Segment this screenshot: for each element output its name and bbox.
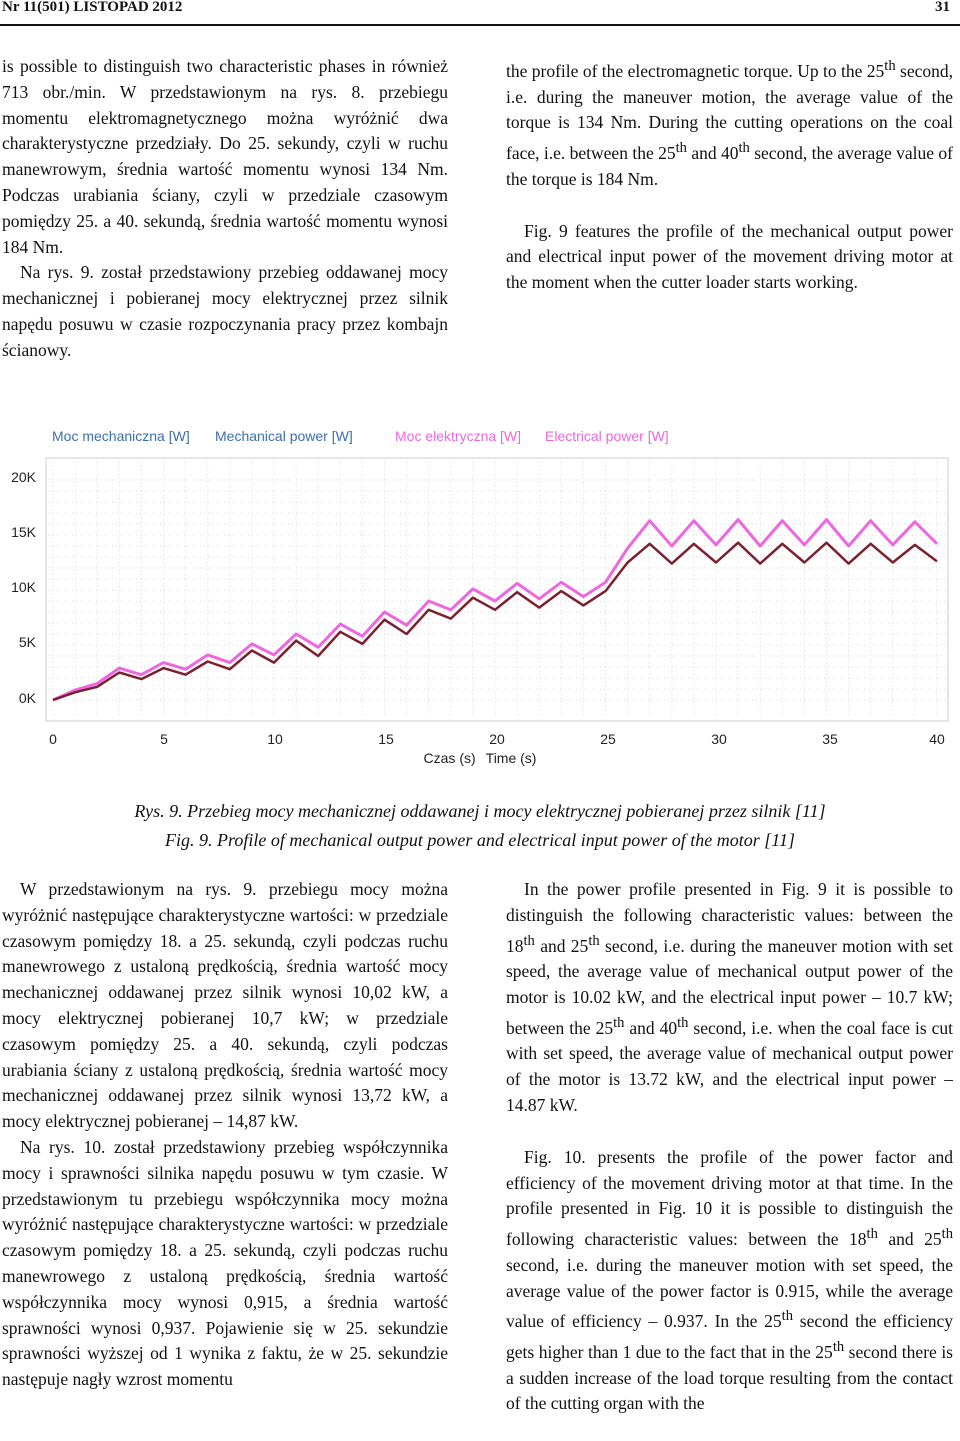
x-tick-label: 20 [489, 731, 505, 747]
x-tick-label: 40 [929, 731, 945, 747]
x-tick-label: 15 [378, 731, 394, 747]
x-tick-label: 0 [49, 731, 57, 747]
x-tick-label: 5 [160, 731, 168, 747]
legend-entry: Mechanical power [W] [215, 428, 353, 444]
paragraph: Na rys. 10. został przedstawiony przebieg współczynnika mocy i sprawności silnika napędu posuwu w tym czasie. W przedstawionym tu przebiegu współczynnika mocy można wyróżnić następujące charakterystyczne wartości: w przedziale czasowym pomiędzy 18. a 25. sekundą, czyli podczas ruchu manewrowego z ustaloną prędkością, średnia wartość współczynnika mocy wynosi 0,915, a średnia wartość sprawności wynosi 0,937. Pojawienie się w 25. sekundzie sprawności wyższej od 1 wynika z faktu, że w 25. sekundzie następuje nagły wzrost momentu [2, 1136, 448, 1390]
column-top-left [2, 54, 448, 364]
column-bottom-right [506, 877, 953, 1417]
paragraph: is possible to distinguish two characteristic phases in również 713 obr./min. W przedstawionym na rys. 8. przebiegu momentu elektromagnetycznego można wyróżnić dwa charakterystyczne przedziały. Do 25. sekundy, czyli w ruchu manewrowym, średnia wartość momentu wynosi 134 Nm. Podczas urabiania ściany, czyli w przedziale czasowym pomiędzy 25. a 40. sekundą, średnia wartość momentu wynosi 184 Nm. [2, 56, 448, 257]
paragraph: Na rys. 9. został przedstawiony przebieg oddawanej mocy mechanicznej i pobieranej mocy elektrycznej przez silnik napędu posuwu w czasie rozpoczynania pracy przez kombajn ścianowy. [2, 262, 448, 360]
legend-entry: Moc mechaniczna [W] [52, 428, 190, 444]
x-tick-label: 25 [600, 731, 616, 747]
paragraph: Fig. 10. presents the profile of the power factor and efficiency of the movement driving motor at that time. In the profile presented in Fig. 10 it is possible to distinguish the following characteristic values: between the 18th and 25th second, i.e. during the maneuver motion with set speed, the average value of the power factor is 0.915, while the average value of efficiency – 0.937. In the 25th second the efficiency gets higher than 1 due to the fact that in the 25th second there is a sudden increase of the load torque resulting from the contact of the cutting organ with the [506, 1146, 953, 1414]
journal-issue: Nr 11(501) LISTOPAD 2012 [2, 0, 183, 15]
y-tick-label: 0K [18, 690, 36, 706]
x-axis-label: Czas (s) Time (s) [423, 750, 537, 766]
y-tick-label: 10K [11, 579, 36, 595]
paragraph: In the power profile presented in Fig. 9 it is possible to distinguish the following characteristic values: between the 18th and 25th second, i.e. during the maneuver motion with set speed, the average value of mechanical output power of the motor is 10.02 kW, and the electrical input power – 10.7 kW; between the 25th and 40th second, i.e. when the coal face is cut with set speed, the average value of mechanical output power of the motor is 13.72 kW, and the electrical input power – 14.87 kW. [506, 879, 953, 1116]
x-tick-label: 30 [711, 731, 727, 747]
x-tick-label: 10 [267, 731, 283, 747]
paragraph: W przedstawionym na rys. 9. przebiegu mocy można wyróżnić następujące charakterystyczne wartości: w przedziale czasowym pomiędzy 18. a 25. sekundą, czyli podczas ruchu manewrowego z ustaloną prędkością, średnia wartość mocy mechanicznej oddawanej przez silnik wynosi 10,02 kW, a mocy elektrycznej pobieranej 10,7 kW; w przedziale czasowym pomiędzy 25. a 40. sekundą, czyli podczas urabiania ściany z ustaloną prędkością, średnia wartość mocy mechanicznej oddawanej przez silnik wynosi 13,72 kW, a mocy elektrycznej pobieranej – 14,87 kW. [2, 879, 448, 1132]
paragraph: the profile of the electromagnetic torque. Up to the 25th second, i.e. during the maneuver motion, the average value of the torque is 134 Nm. During the cutting operations on the coal face, i.e. between the 25th and 40th second, the average value of the torque is 184 Nm. [506, 58, 953, 189]
legend-entry: Moc elektryczna [W] [395, 428, 522, 444]
y-tick-label: 20K [11, 469, 36, 485]
power-chart [0, 412, 960, 790]
page-number: 31 [935, 0, 950, 15]
x-tick-label: 35 [822, 731, 838, 747]
header-rule [0, 24, 960, 26]
figure-caption-pl: Rys. 9. Przebieg mocy mechanicznej oddawanej i mocy elektrycznej pobieranej przez silnik [11] [134, 801, 826, 821]
column-bottom-left [2, 877, 448, 1393]
figure-caption-en: Fig. 9. Profile of mechanical output power and electrical input power of the motor [11] [165, 830, 795, 850]
column-top-right [506, 54, 953, 296]
y-tick-label: 5K [18, 634, 36, 650]
legend-entry: Electrical power [W] [545, 428, 669, 444]
y-tick-label: 15K [11, 524, 36, 540]
paragraph: Fig. 9 features the profile of the mechanical output power and electrical input power of the movement driving motor at the moment when the cutter loader starts working. [506, 220, 953, 293]
